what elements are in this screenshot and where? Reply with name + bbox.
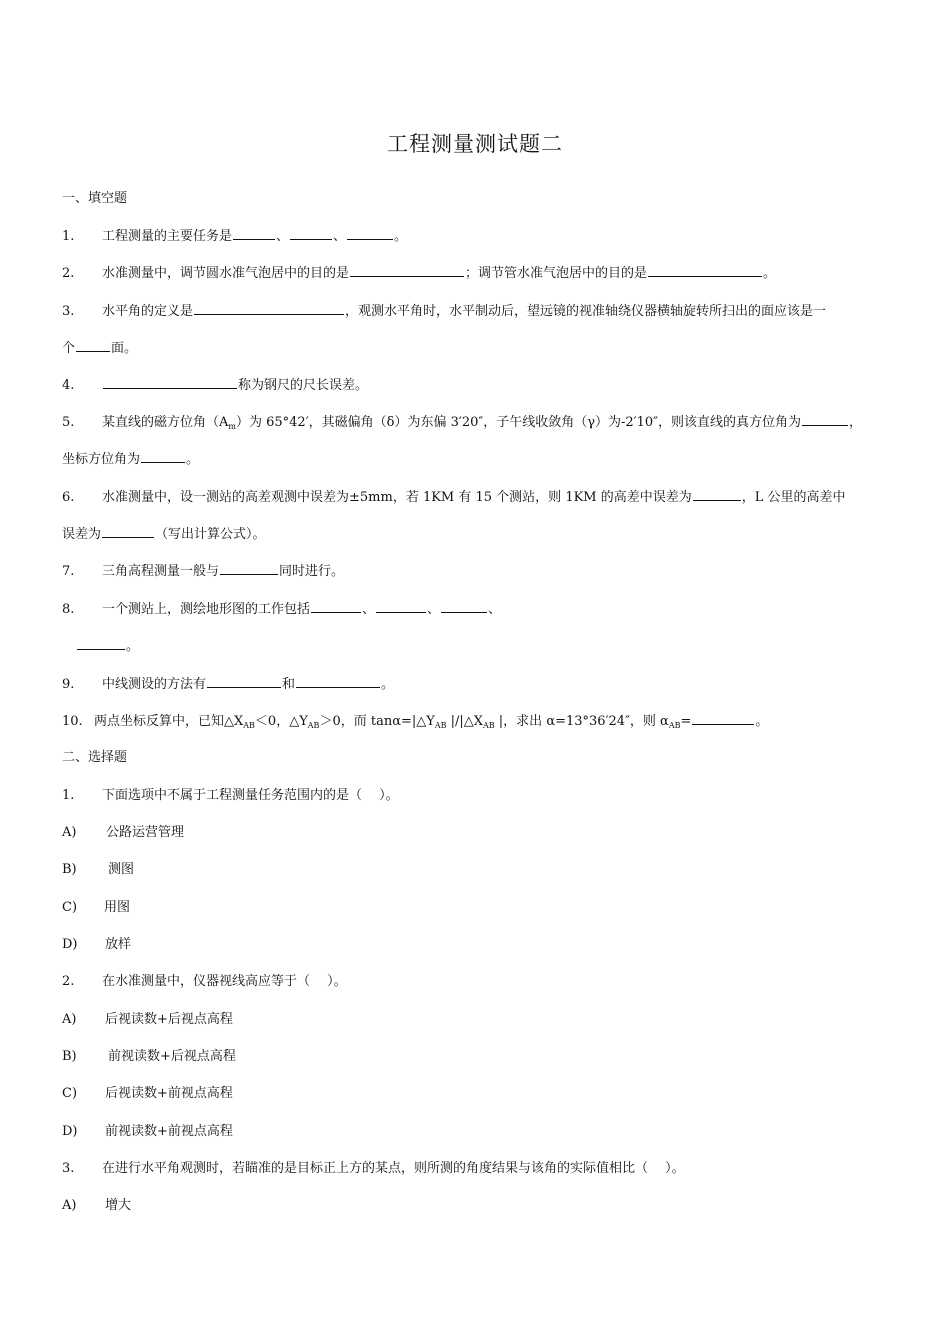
answer-blank: [102, 526, 154, 538]
answer-blank: [103, 377, 237, 389]
choice-option: D) 前视读数+前视点高程: [62, 1124, 233, 1139]
answer-blank: [290, 228, 332, 240]
answer-blank: [376, 601, 426, 613]
question-number: 5.: [62, 415, 75, 430]
section-heading-fill: 一、填空题: [62, 191, 128, 206]
fill-question-5-continued: 坐标方位角为 。: [62, 452, 200, 467]
answer-blank: [220, 563, 278, 575]
fill-question-3-continued: 个 面。: [62, 341, 138, 356]
fill-question-3: 3. 水平角的定义是 ，观测水平角时，水平制动后，望远镜的视准轴绕仪器横轴旋转所扫出的面应该是一: [62, 304, 827, 319]
choice-option: C) 用图: [62, 900, 131, 915]
answer-blank: [194, 303, 344, 315]
fill-question-9: 9. 中线测设的方法有 和 。: [62, 677, 395, 692]
question-number: 8.: [62, 602, 75, 617]
answer-blank: [233, 228, 275, 240]
fill-question-5: 5. 某直线的磁方位角$(A_m)$为 65°42′，其磁偏角（δ）为东偏 3′20″，子午线收敛角（γ）为-2′10″，则该直线的真方位角为 ，: [62, 415, 863, 431]
fill-question-2: 2. 水准测量中，调节圆水准气泡居中的目的是 ；调节管水准气泡居中的目的是 。: [62, 266, 777, 281]
fill-question-10: 10. 两点坐标反算中，已知$\triangle X_{AB}<0$，$\triangle Y_{AB}>0$，而 $\tan\alpha=|\triangle Y_{AB}$ $|/|\triangle X_{AB}$ |，求出 α=13°36′24″，则 $\alpha_{AB}=$ 。: [62, 714, 769, 730]
fill-question-6: 6. 水准测量中，设一测站的高差观测中误差为±5mm，若 1KM 有 15 个测站，则 1KM 的高差中误差为 ，L 公里的高差中: [62, 490, 846, 505]
fill-question-7: 7. 三角高程测量一般与 同时进行。: [62, 564, 345, 579]
choice-option: D) 放样: [62, 937, 132, 952]
question-number: 4.: [62, 378, 75, 393]
answer-blank: [693, 489, 741, 501]
answer-blank: [311, 601, 361, 613]
fill-question-1: 1. 工程测量的主要任务是 、 、 。: [62, 229, 408, 244]
question-number: 10.: [62, 714, 83, 729]
answer-blank: [76, 340, 110, 352]
answer-blank: [441, 601, 487, 613]
choice-option: A) 公路运营管理: [62, 825, 185, 840]
answer-blank: [207, 676, 281, 688]
answer-blank: [347, 228, 393, 240]
fill-question-6-continued: 误差为 （写出计算公式）。: [62, 527, 266, 542]
choice-option: C) 后视读数+前视点高程: [62, 1086, 233, 1101]
answer-blank: [350, 265, 464, 277]
choice-option: A) 增大: [62, 1198, 132, 1213]
question-number: 2.: [62, 266, 75, 281]
answer-blank: [692, 713, 754, 725]
answer-blank: [296, 676, 380, 688]
question-number: 6.: [62, 490, 75, 505]
question-number: 1.: [62, 788, 75, 803]
question-number: 3.: [62, 1161, 75, 1176]
fill-question-8-continued: 。: [76, 638, 906, 655]
question-number: 9.: [62, 677, 75, 692]
question-number: 3.: [62, 304, 75, 319]
question-number: 2.: [62, 974, 75, 989]
choice-question-2: 2. 在水准测量中，仪器视线高应等于（ ）。: [62, 974, 347, 989]
choice-option: B) 前视读数+后视点高程: [62, 1049, 236, 1064]
answer-blank: [141, 451, 185, 463]
answer-blank: [802, 414, 848, 426]
answer-blank: [77, 638, 125, 650]
page-title: 工程测量测试题二: [387, 132, 563, 156]
fill-question-8: 8. 一个测站上，测绘地形图的工作包括 、 、 、: [62, 602, 502, 617]
section-heading-choice: 二、选择题: [62, 750, 128, 765]
question-number: 1.: [62, 229, 75, 244]
choice-question-3: 3. 在进行水平角观测时，若瞄准的是目标正上方的某点，则所测的角度结果与该角的实际值相比（ ）。: [62, 1161, 685, 1176]
choice-option: B) 测图: [62, 862, 135, 877]
question-number: 7.: [62, 564, 75, 579]
fill-question-4: 4. 称为钢尺的尺长误差。: [62, 378, 369, 393]
answer-blank: [648, 265, 762, 277]
choice-option: A) 后视读数+后视点高程: [62, 1012, 233, 1027]
choice-question-1: 1. 下面选项中不属于工程测量任务范围内的是（ ）。: [62, 788, 399, 803]
